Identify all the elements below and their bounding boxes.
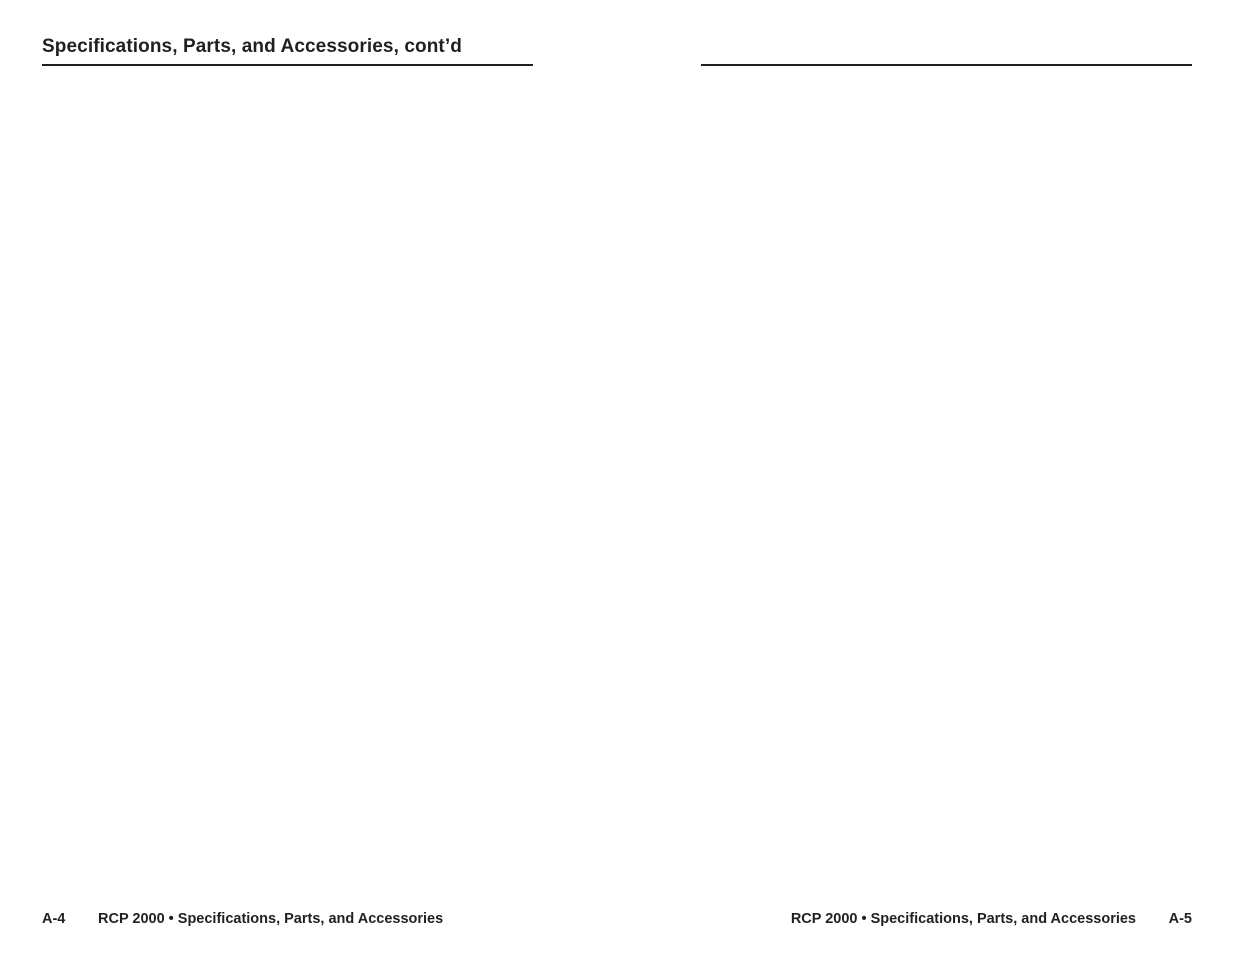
left-page (42, 0, 533, 954)
page-number: A-4 (42, 911, 66, 927)
footer-text: RCP 2000 • Specifications, Parts, and Accessories (98, 911, 444, 927)
header-rule (42, 64, 533, 66)
header-rule (701, 64, 1192, 66)
right-page (701, 0, 1192, 954)
footer-text: RCP 2000 • Specifications, Parts, and Accessories (790, 911, 1136, 927)
page-header-title: Specifications, Parts, and Accessories, cont’d (42, 36, 462, 57)
page-number: A-5 (1168, 911, 1192, 927)
